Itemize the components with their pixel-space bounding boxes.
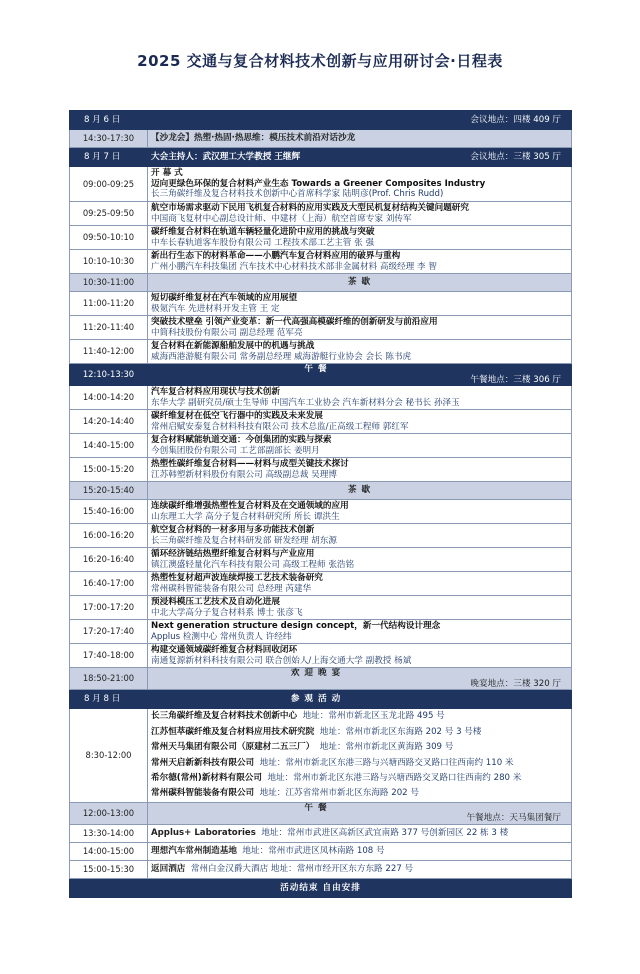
lunch-label: 午 餐 — [304, 364, 328, 374]
speaker-info: 长三角碳纤维及复合材料技术创新中心首席科学家 陆明彦(Prof. Chris Rudd) — [151, 189, 444, 200]
session-row — [70, 386, 572, 410]
closing-label: 活动结束 自由安排 — [70, 879, 572, 898]
date-label: 8 月 6 日 — [70, 111, 148, 130]
talk-title: 迈向更绿色环保的复合材料产业生态 Towards a Greener Composites Industry — [151, 178, 486, 189]
visit-row — [70, 709, 572, 802]
time-cell: 10:30-11:00 — [70, 274, 148, 292]
time-cell: 14:00-15:00 — [70, 843, 148, 861]
session-row — [70, 548, 572, 572]
time-cell: 10:10-10:30 — [70, 250, 148, 274]
session-cell — [148, 548, 572, 572]
closing-row — [70, 879, 572, 898]
speaker-info: 东华大学 副研究员/硕士生导师 中国汽车工业协会 汽车新材料分会 秘书长 孙泽玉 — [151, 397, 460, 408]
time-cell: 14:00-14:20 — [70, 386, 148, 410]
time-cell: 14:40-15:00 — [70, 434, 148, 458]
company-address: 地址：江苏省常州市新北区东海路 202 号 — [259, 788, 419, 799]
company-address: 常州白金汉爵大酒店 地址：常州市经开区东方东路 227 号 — [190, 864, 414, 875]
session-cell — [148, 434, 572, 458]
session-cell — [148, 292, 572, 316]
session-cell — [148, 458, 572, 482]
page-title: 2025 交通与复合材料技术创新与应用研讨会·日程表 — [137, 52, 503, 70]
talk-title: 循环经济链结热塑纤维复合材料与产业应用 — [151, 549, 315, 560]
session-row — [70, 620, 572, 644]
session-row — [70, 340, 572, 364]
opening-row — [70, 167, 572, 202]
time-cell: 16:00-16:20 — [70, 524, 148, 548]
time-cell: 14:20-14:40 — [70, 410, 148, 434]
visit-item — [151, 709, 568, 724]
time-cell: 13:30-14:00 — [70, 825, 148, 843]
session-row — [70, 410, 572, 434]
day-header-aug6 — [70, 111, 572, 130]
talk-title: 预浸料模压工艺技术及自动化进展 — [151, 597, 280, 608]
session-cell — [148, 340, 572, 364]
lunch-cell — [148, 364, 572, 386]
visit-list — [148, 709, 572, 802]
venue-label: 会议地点：三楼 305 厅 — [470, 151, 561, 162]
talk-title: 构建交通领域碳纤维复合材料回收闭环 — [151, 645, 298, 656]
time-cell: 17:00-17:20 — [70, 596, 148, 620]
session-row — [70, 596, 572, 620]
visit-header-cell — [148, 690, 572, 709]
session-cell — [148, 524, 572, 548]
lunch-cell — [148, 802, 572, 824]
session-row — [70, 644, 572, 668]
session-cell — [148, 226, 572, 250]
visit-row — [70, 843, 572, 861]
time-cell: 8:30-12:00 — [70, 709, 148, 802]
talk-title: 航空市场需求驱动下民用飞机复合材料的应用实践及大型民机复材结构关键问题研究 — [151, 202, 469, 213]
time-cell: 17:40-18:00 — [70, 644, 148, 668]
break-label: 茶 歇 — [148, 482, 572, 500]
time-cell: 15:20-15:40 — [70, 482, 148, 500]
visit-row — [70, 825, 572, 843]
talk-title: 短切碳纤维复材在汽车领域的应用展望 — [151, 292, 298, 303]
session-row — [70, 572, 572, 596]
salon-title: 【沙龙会】热塑·热固·热思维：模压技术前沿对话沙龙 — [148, 130, 572, 148]
tea-break-row — [70, 274, 572, 292]
session-cell — [148, 316, 572, 340]
venue-label: 会议地点：四楼 409 厅 — [148, 111, 572, 130]
company-address: 地址：常州市武进区高新区武宜南路 377 号创新园区 22 栋 3 楼 — [261, 828, 509, 839]
session-cell — [148, 596, 572, 620]
talk-title: Next generation structure design concept，新一代结构设计理念 — [151, 621, 441, 632]
company-name: 返回酒店 — [151, 864, 186, 875]
company-name: 江苏恒萃碳纤维及复合材料应用技术研究院 — [151, 726, 315, 737]
session-cell — [148, 167, 572, 202]
company-name: 常州天马集团有限公司（原建材二五三厂） — [151, 742, 315, 753]
company-name: Applus+ Laboratories — [151, 828, 256, 839]
visit-item — [151, 725, 568, 740]
speaker-info: 中国商飞复材中心副总设计师、中建材（上海）航空首席专家 刘传军 — [151, 213, 412, 224]
speaker-info: Applus 检测中心 常州负责人 许经纬 — [151, 631, 292, 642]
speaker-info: 极氪汽车 先进材料开发主管 王 定 — [151, 303, 280, 314]
time-cell: 15:00-15:30 — [70, 861, 148, 879]
day-header-aug8 — [70, 690, 572, 709]
time-cell: 14:30-17:30 — [70, 130, 148, 148]
speaker-info: 常州启赋安泰复合材料科技有限公司 技术总监/正高级工程师 郭红军 — [151, 421, 409, 432]
session-row — [70, 458, 572, 482]
speaker-info: 中简科技股份有限公司 副总经理 范军亮 — [151, 327, 303, 338]
visit-item — [151, 771, 568, 786]
venue-label: 午餐地点：三楼 306 厅 — [470, 374, 561, 385]
company-name: 理想汽车常州制造基地 — [151, 846, 237, 857]
talk-title: 航空复合材料的一材多用与多功能技术创新 — [151, 525, 315, 536]
dinner-label: 欢 迎 晚 宴 — [290, 668, 342, 679]
visit-item — [148, 861, 572, 879]
schedule-table — [69, 110, 572, 898]
time-cell: 18:50-21:00 — [70, 668, 148, 690]
time-cell: 11:00-11:20 — [70, 292, 148, 316]
time-cell: 09:00-09:25 — [70, 167, 148, 202]
lunch-label: 午 餐 — [304, 802, 328, 813]
session-row — [70, 250, 572, 274]
session-cell — [148, 202, 572, 226]
time-cell: 15:40-16:00 — [70, 500, 148, 524]
company-name: 希尔德(常州)新材料有限公司 — [151, 773, 262, 783]
speaker-info: 长三角碳纤维及复合材料研发部 研发经理 胡东源 — [151, 535, 337, 546]
visit-row — [70, 861, 572, 879]
session-row — [70, 434, 572, 458]
session-row — [70, 202, 572, 226]
visit-item — [151, 756, 568, 771]
day-header-aug7 — [70, 148, 572, 167]
time-cell: 12:10-13:30 — [70, 364, 148, 386]
session-cell — [148, 572, 572, 596]
break-label: 茶 歇 — [148, 274, 572, 292]
host-label: 大会主持人：武汉理工大学教授 王继辉 — [151, 151, 301, 162]
talk-title: 突破技术壁垒 引领产业变革：新一代高强高模碳纤维的创新研发与前沿应用 — [151, 316, 438, 327]
talk-title: 热塑性碳纤维复合材料——材料与成型关键技术探讨 — [151, 459, 349, 470]
time-cell: 09:25-09:50 — [70, 202, 148, 226]
host-venue-cell — [148, 148, 572, 167]
lunch-row — [70, 364, 572, 386]
visit-item — [151, 786, 568, 801]
talk-title: 热塑性复材超声波连续焊接工艺技术装备研究 — [151, 573, 323, 584]
company-address: 地址：常州市新北区黄海路 309 号 — [319, 742, 454, 753]
visit-item — [151, 740, 568, 755]
time-cell: 12:00-13:00 — [70, 802, 148, 824]
speaker-info: 中车长春轨道客车股份有限公司 工程技术部工艺主管 张 强 — [151, 237, 375, 248]
dinner-row — [70, 668, 572, 690]
speaker-info: 威海西港游艇有限公司 常务副总经理 威海游艇行业协会 会长 陈书虎 — [151, 351, 412, 362]
speaker-info: 镇江澳盛轻量化汽车科技有限公司 高级工程师 张浩铭 — [151, 559, 355, 570]
company-address: 地址：常州市武进区凤林南路 108 号 — [242, 846, 385, 857]
venue-label: 晚宴地点：三楼 320 厅 — [470, 678, 561, 689]
tea-break-row — [70, 482, 572, 500]
venue-label: 午餐地点：天马集团餐厅 — [466, 813, 561, 824]
speaker-info: 今创集团股份有限公司 工艺部副部长 姜明月 — [151, 445, 320, 456]
session-row — [70, 316, 572, 340]
talk-title: 新出行生态下的材料革命——小鹏汽车复合材料应用的破界与重构 — [151, 250, 401, 261]
time-cell: 17:20-17:40 — [70, 620, 148, 644]
time-cell: 11:40-12:00 — [70, 340, 148, 364]
session-cell — [148, 250, 572, 274]
time-cell: 15:00-15:20 — [70, 458, 148, 482]
session-row — [70, 226, 572, 250]
company-name: 常州天启新新科技有限公司 — [151, 757, 255, 768]
time-cell: 16:20-16:40 — [70, 548, 148, 572]
talk-title: 复合材料在新能源船舶发展中的机遇与挑战 — [151, 340, 315, 351]
time-cell: 16:40-17:00 — [70, 572, 148, 596]
session-row — [70, 524, 572, 548]
speaker-info: 中北大学高分子复合材料系 博士 张彦飞 — [151, 607, 303, 618]
speaker-info: 广州小鹏汽车科技集团 汽车技术中心材料技术部非金属材料 高级经理 李 智 — [151, 261, 437, 272]
date-label: 8 月 7 日 — [70, 148, 148, 167]
visit-item — [148, 843, 572, 861]
talk-title: 复合材料赋能轨道交通：今创集团的实践与探索 — [151, 435, 332, 446]
speaker-info: 山东理工大学 高分子复合材料研究所 所长 谭洪生 — [151, 511, 340, 522]
company-name: 常州碳科智能装备有限公司 — [151, 788, 255, 799]
visit-label: 参 观 活 动 — [290, 694, 342, 705]
session-cell — [148, 410, 572, 434]
speaker-info: 南通复源新材料科技有限公司 联合创始人/上海交通大学 副教授 杨斌 — [151, 655, 412, 666]
talk-title: 连续碳纤维增强热塑性复合材料及在交通领域的应用 — [151, 501, 349, 512]
time-cell: 11:20-11:40 — [70, 316, 148, 340]
dinner-cell — [148, 668, 572, 690]
lunch-row — [70, 802, 572, 824]
session-cell — [148, 620, 572, 644]
session-row — [70, 500, 572, 524]
talk-title: 碳纤维复合材料在轨道车辆轻量化进阶中应用的挑战与突破 — [151, 226, 375, 237]
company-address: 地址：常州市新北区玉龙北路 495 号 — [302, 711, 445, 722]
session-cell — [148, 386, 572, 410]
salon-row — [70, 130, 572, 148]
opening-label: 开 幕 式 — [151, 168, 183, 179]
session-cell — [148, 500, 572, 524]
talk-title: 汽车复合材料应用现状与技术创新 — [151, 387, 280, 398]
company-address: 地址：常州市新北区东港三路与兴塘西路交叉路口往西南约 280 米 — [267, 773, 522, 783]
talk-title: 碳纤维复材在低空飞行器中的实践及未来发展 — [151, 411, 323, 422]
company-address: 地址：常州市新北区东港三路与兴塘西路交叉路口往西南约 110 米 — [259, 757, 514, 768]
speaker-info: 江苏韩塑新材料股份有限公司 高级副总裁 吴理博 — [151, 469, 337, 480]
session-row — [70, 292, 572, 316]
time-cell: 09:50-10:10 — [70, 226, 148, 250]
date-label: 8 月 8 日 — [70, 690, 148, 709]
speaker-info: 常州碳科智能装备有限公司 总经理 芮建华 — [151, 583, 312, 594]
company-address: 地址：常州市新北区东海路 202 号 3 号楼 — [319, 726, 482, 737]
visit-item — [148, 825, 572, 843]
company-name: 长三角碳纤维及复合材料技术创新中心 — [151, 711, 298, 722]
session-cell — [148, 644, 572, 668]
